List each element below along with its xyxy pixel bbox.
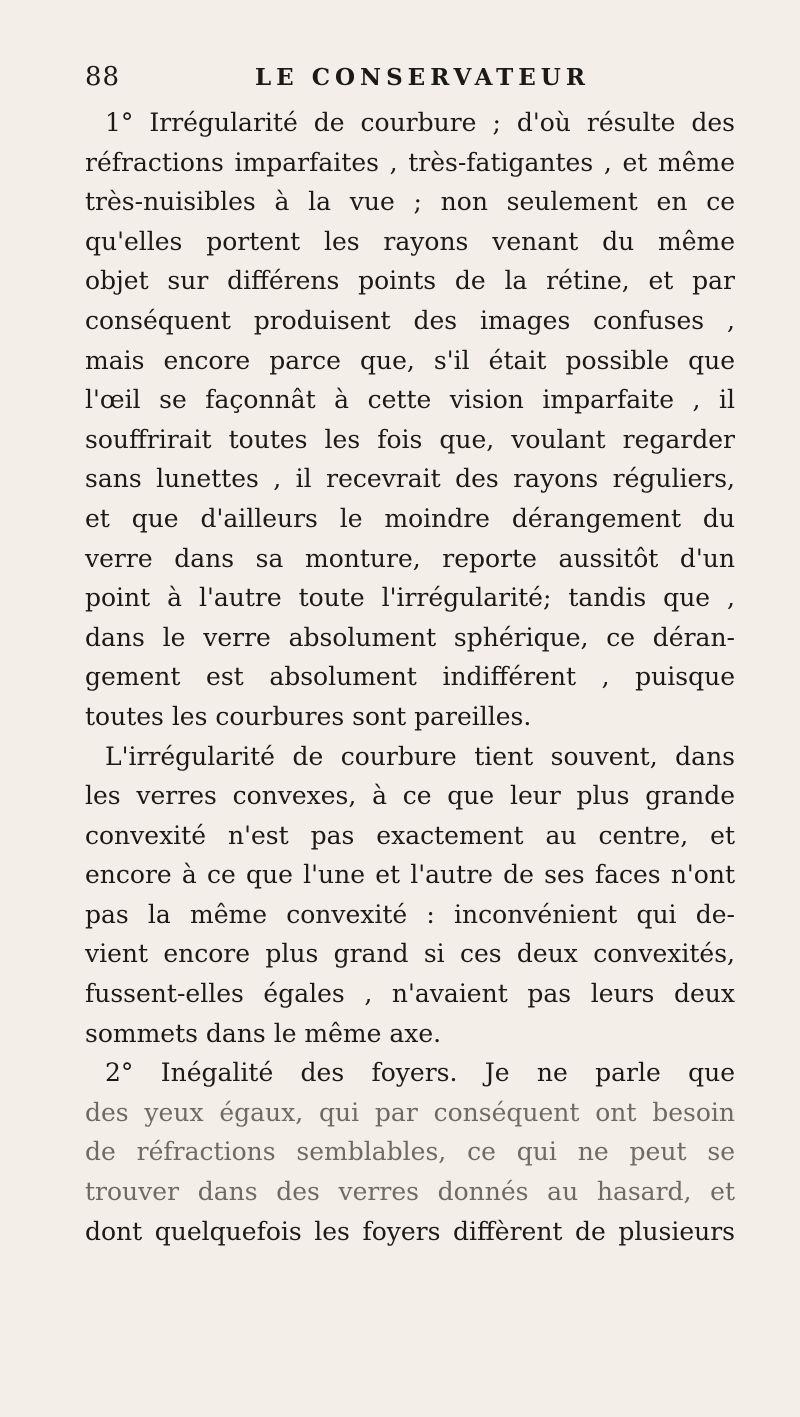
text-line: point à l'autre toute l'irrégularité; tandis que , [85,583,735,613]
text-line: objet sur différens points de la rétine, et par [85,266,735,296]
page-number: 88 [85,62,121,92]
text-line: sommets dans le même axe. [85,1018,442,1048]
text-line: pas la même convexité : inconvénient qui de- [85,899,735,929]
text-line: conséquent produisent des images confuses , [85,305,735,335]
text-line: très-nuisibles à la vue ; non seulement en ce [85,187,735,217]
text-line: les verres convexes, à ce que leur plus grande [85,781,735,811]
text-line: l'œil se façonnât à cette vision imparfaite , il [85,385,735,415]
body-text [85,103,735,1251]
text-line: verre dans sa monture, reporte aussitôt d'un [85,543,735,573]
text-line: sans lunettes , il recevrait des rayons réguliers, [85,464,735,494]
text-line: 1° Irrégularité de courbure ; d'où résulte des [105,108,735,137]
text-line: convexité n'est pas exactement au centre, et [85,820,735,850]
text-line: gement est absolument indifférent , puisque [85,662,735,692]
text-line: dans le verre absolument sphérique, ce déran- [85,622,735,652]
text-line: L'irrégularité de courbure tient souvent, dans [105,741,735,771]
text-line: souffrirait toutes les fois que, voulant regarder [85,424,735,454]
text-line: trouver dans des verres donnés au hasard, et [85,1177,735,1207]
text-line: fussent-elles égales , n'avaient pas leurs deux [85,979,735,1009]
text-line: de réfractions semblables, ce qui ne peut se [85,1137,735,1167]
running-title: LE CONSERVATEUR [255,64,590,91]
text-line: vient encore plus grand si ces deux convexités, [85,939,735,969]
text-line: des yeux égaux, qui par conséquent ont besoin [85,1097,735,1127]
text-line: 2° Inégalité des foyers. Je ne parle que [105,1058,735,1088]
text-line: encore à ce que l'une et l'autre de ses faces n'ont [85,860,735,890]
text-line: réfractions imparfaites , très-fatigantes , et même [85,147,735,177]
text-line: qu'elles portent les rayons venant du même [85,226,735,256]
page-header [0,62,800,98]
text-line: dont quelquefois les foyers diffèrent de plusieurs [85,1216,735,1246]
text-line: mais encore parce que, s'il était possible que [85,345,735,375]
text-line: et que d'ailleurs le moindre dérangement du [85,503,735,533]
text-line: toutes les courbures sont pareilles. [85,701,532,731]
